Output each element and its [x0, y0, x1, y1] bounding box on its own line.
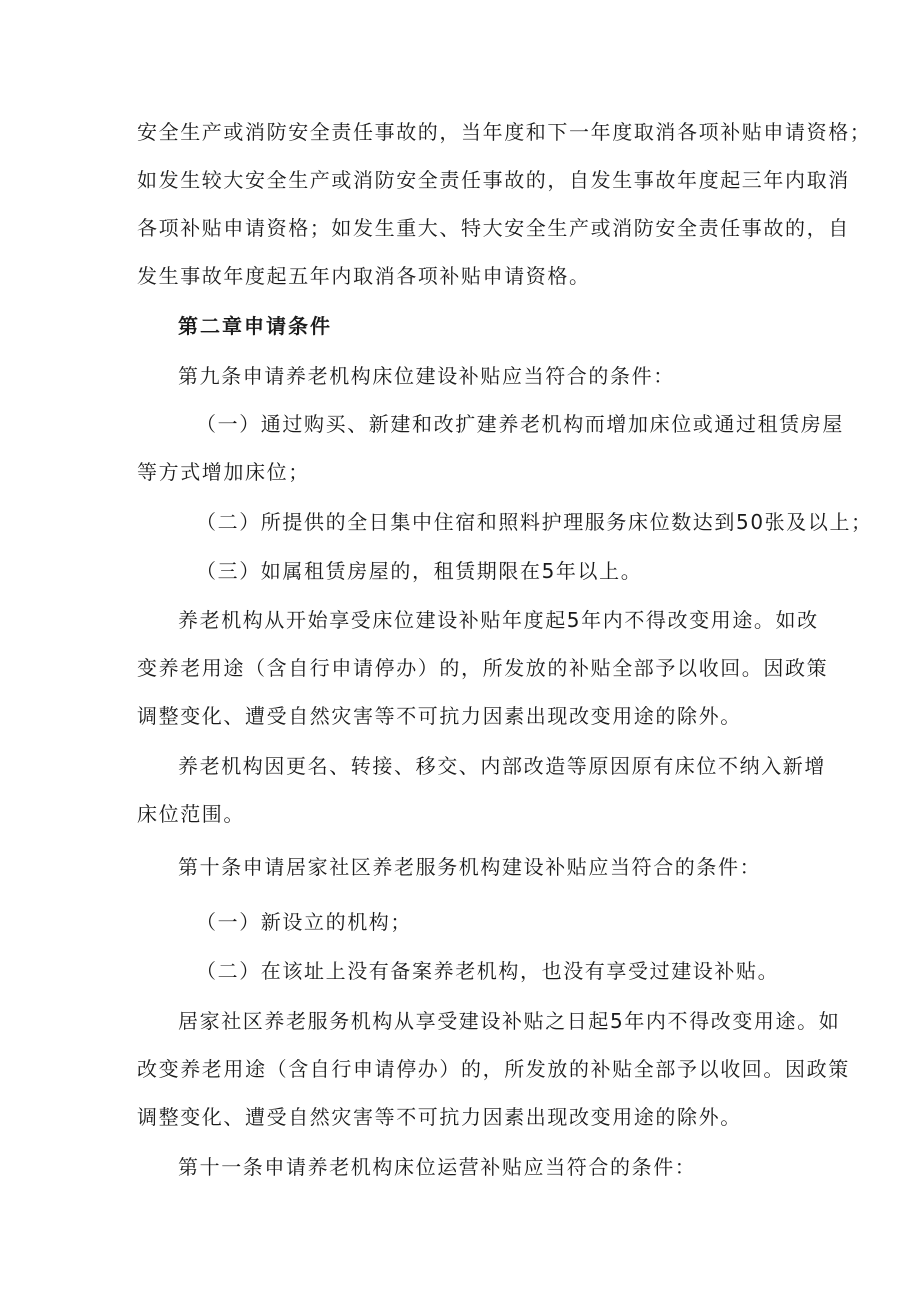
paragraph-line: 发生事故年度起五年内取消各项补贴申请资格。 — [137, 264, 591, 288]
paragraph-line: 变养老用途（含自行申请停办）的，所发放的补贴全部予以收回。因政策 — [137, 656, 829, 680]
paragraph-line: 改变养老用途（含自行申请停办）的，所发放的补贴全部予以收回。因政策 — [137, 1057, 850, 1081]
paragraph-line: 如发生较大安全生产或消防安全责任事故的，自发生事故年度起三年内取消 — [137, 168, 850, 192]
paragraph-line: 调整变化、遭受自然灾害等不可抗力因素出现改变用途的除外。 — [137, 1105, 742, 1129]
paragraph-line: 各项补贴申请资格；如发生重大、特大安全生产或消防安全责任事故的，自 — [137, 216, 850, 240]
article-9-item-3: （三）如属租赁房屋的，租赁期限在5年以上。 — [196, 559, 643, 583]
article-9-title: 第九条申请养老机构床位建设补贴应当符合的条件： — [178, 364, 675, 388]
paragraph-line: 安全生产或消防安全责任事故的，当年度和下一年度取消各项补贴申请资格； — [137, 120, 872, 144]
paragraph-line: 床位范围。 — [137, 802, 245, 826]
paragraph-line: 居家社区养老服务机构从享受建设补贴之日起5年内不得改变用途。如 — [178, 1009, 841, 1033]
article-10-title: 第十条申请居家社区养老服务机构建设补贴应当符合的条件： — [178, 855, 762, 879]
article-9-item-2: （二）所提供的全日集中住宿和照料护理服务床位数达到50张及以上； — [196, 510, 873, 534]
article-10-item-2: （二）在该址上没有备案养老机构，也没有享受过建设补贴。 — [196, 959, 780, 983]
article-9-item-1-line: 等方式增加床位； — [137, 460, 310, 484]
article-11-title: 第十一条申请养老机构床位运营补贴应当符合的条件： — [178, 1155, 697, 1179]
chapter-heading: 第二章申请条件 — [178, 314, 332, 338]
article-9-item-1-line: （一）通过购买、新建和改扩建养老机构而增加床位或通过租赁房屋 — [196, 412, 844, 436]
paragraph-line: 调整变化、遭受自然灾害等不可抗力因素出现改变用途的除外。 — [137, 704, 742, 728]
article-10-item-1: （一）新设立的机构； — [196, 910, 412, 934]
paragraph-line: 养老机构因更名、转接、移交、内部改造等原因原有床位不纳入新增 — [178, 754, 826, 778]
paragraph-line: 养老机构从开始享受床位建设补贴年度起5年内不得改变用途。如改 — [178, 608, 819, 632]
